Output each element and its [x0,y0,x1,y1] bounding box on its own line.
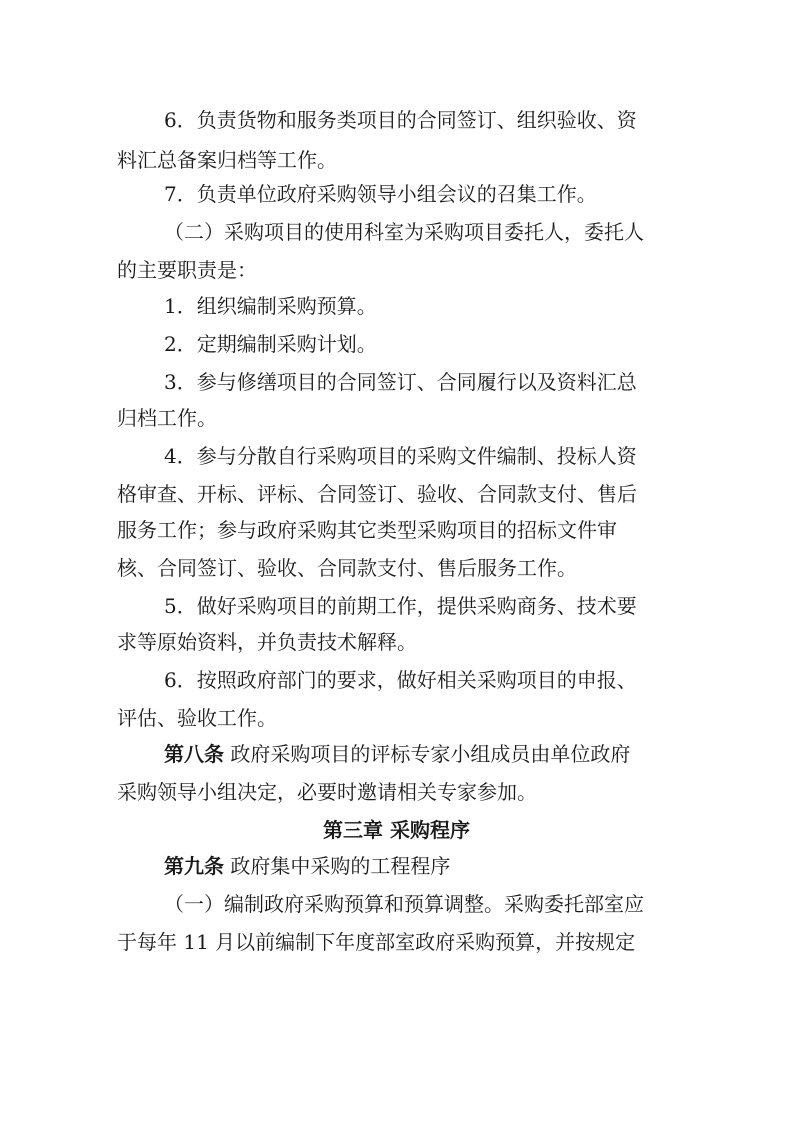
line-text: 1．组织编制采购预算。 [164,294,377,318]
paragraph-line [0,368,793,396]
line-text: 2．定期编制采购计划。 [164,332,377,356]
paragraph-line [0,628,793,656]
paragraph-line [0,704,793,732]
line-text: 5．做好采购项目的前期工作，提供采购商务、技术要 [164,594,637,618]
paragraph-line [0,928,793,956]
line-text: （二）采购项目的使用科室为采购项目委托人，委托人 [164,220,644,244]
article-9-line [0,852,793,880]
paragraph-line [0,778,793,806]
line-text: 采购领导小组决定，必要时邀请相关专家参加。 [117,780,537,804]
chapter-heading: 第三章 采购程序 [323,818,470,842]
paragraph-line [0,146,793,174]
paragraph-line [0,330,793,358]
line-text: （一）编制政府采购预算和预算调整。采购委托部室应 [164,892,644,916]
paragraph-line [0,106,793,134]
article-8-line [0,740,793,768]
line-text: 7．负责单位政府采购领导小组会议的召集工作。 [164,182,597,206]
paragraph-line [0,256,793,284]
line-text: 归档工作。 [117,406,217,430]
line-text: 评估、验收工作。 [117,706,277,730]
paragraph-line [0,516,793,544]
article-9-label: 第九条 [164,854,224,878]
line-text: 6．按照政府部门的要求，做好相关采购项目的申报、 [164,668,637,692]
paragraph-line [0,890,793,918]
paragraph-line [0,592,793,620]
line-text: 求等原始资料，并负责技术解释。 [117,630,417,654]
paragraph-line [0,666,793,694]
article-9-text: 政府集中采购的工程程序 [230,854,451,878]
article-8-label: 第八条 [164,742,224,766]
paragraph-line [0,404,793,432]
line-text: 格审查、开标、评标、合同签订、验收、合同款支付、售后 [117,482,637,506]
line-text: 的主要职责是： [117,258,257,282]
line-text: 于每年 11 月以前编制下年度部室政府采购预算，并按规定 [117,930,636,954]
line-text: 6．负责货物和服务类项目的合同签订、组织验收、资 [164,108,637,132]
article-8-text: 政府采购项目的评标专家小组成员由单位政府 [230,742,631,766]
paragraph-line [0,554,793,582]
line-text: 料汇总备案归档等工作。 [117,148,337,172]
paragraph-line [0,218,793,246]
paragraph-line [0,180,793,208]
paragraph-line [0,442,793,470]
line-text: 3．参与修缮项目的合同签订、合同履行以及资料汇总 [164,370,637,394]
line-text: 核、合同签订、验收、合同款支付、售后服务工作。 [117,556,577,580]
paragraph-line [0,292,793,320]
line-text: 4．参与分散自行采购项目的采购文件编制、投标人资 [164,444,637,468]
line-text: 服务工作；参与政府采购其它类型采购项目的招标文件审 [117,518,617,542]
paragraph-line [0,480,793,508]
